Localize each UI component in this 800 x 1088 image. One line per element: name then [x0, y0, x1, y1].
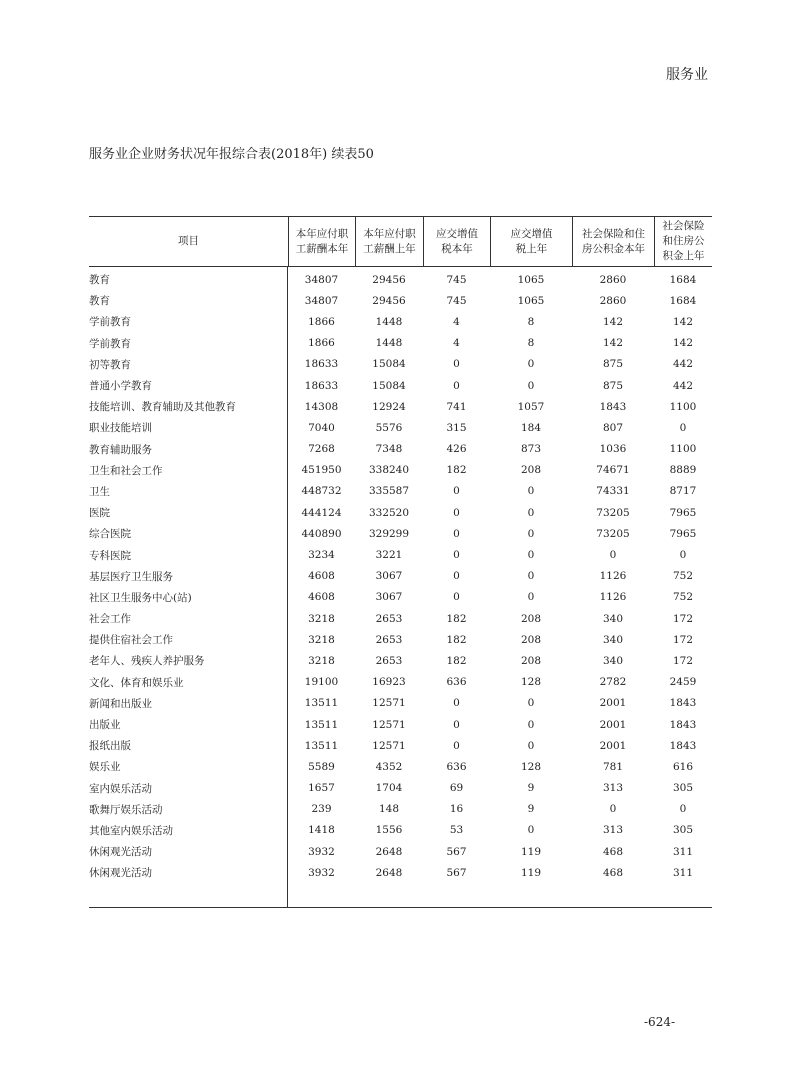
cell-value: 0	[527, 697, 535, 710]
cell-value: 311	[672, 845, 694, 858]
cell-value: 2648	[375, 845, 403, 858]
table-row	[89, 481, 712, 502]
cell-value: 332520	[368, 506, 410, 519]
cell-value: 69	[449, 782, 464, 795]
cell-value: 29456	[372, 273, 406, 286]
row-label: 休闲观光活动	[89, 846, 152, 859]
row-label: 其他室内娱乐活动	[89, 824, 173, 837]
row-label: 技能培训、教育辅助及其他教育	[89, 401, 236, 414]
cell-value: 0	[527, 358, 535, 371]
cell-value: 13511	[304, 718, 339, 731]
table-row	[89, 417, 712, 438]
table-row	[89, 650, 712, 671]
cell-value: 7040	[308, 421, 335, 434]
cell-value: 0	[527, 739, 535, 752]
table-row	[89, 756, 712, 777]
row-label: 休闲观光活动	[89, 867, 152, 880]
cell-value: 16	[449, 803, 464, 816]
table-row	[89, 269, 712, 290]
cell-value: 875	[602, 358, 624, 371]
cell-value: 18633	[304, 379, 339, 392]
cell-value: 1448	[375, 337, 403, 350]
cell-value: 4	[453, 337, 460, 350]
cell-value: 172	[672, 633, 694, 646]
table-row	[89, 566, 712, 587]
cell-value: 1704	[375, 782, 403, 795]
cell-value: 2653	[375, 612, 403, 625]
cell-value: 567	[446, 866, 467, 879]
table-row	[89, 862, 712, 883]
cell-value: 0	[527, 718, 535, 731]
cell-value: 1843	[599, 400, 627, 413]
cell-value: 5589	[308, 760, 335, 773]
table-row	[89, 693, 712, 714]
cell-value: 1843	[669, 697, 697, 710]
cell-value: 5576	[375, 421, 403, 434]
cell-value: 119	[520, 866, 542, 879]
cell-value: 0	[527, 570, 535, 583]
cell-value: 0	[453, 739, 460, 752]
table-row	[89, 714, 712, 735]
table-header	[89, 217, 712, 267]
cell-value: 1448	[375, 315, 403, 328]
cell-value: 18633	[304, 358, 339, 371]
cell-value: 182	[446, 612, 467, 625]
table-row	[89, 502, 712, 523]
cell-value: 1684	[669, 273, 697, 286]
header-item: 项目	[178, 235, 199, 247]
cell-value: 426	[446, 443, 467, 456]
cell-value: 0	[453, 570, 460, 583]
cell-value: 0	[527, 527, 535, 540]
cell-value: 313	[602, 782, 624, 795]
cell-value: 305	[672, 782, 694, 795]
cell-value: 34807	[304, 294, 339, 307]
cell-value: 752	[672, 570, 694, 583]
cell-value: 142	[672, 315, 694, 328]
cell-value: 172	[672, 612, 694, 625]
cell-value: 14308	[304, 400, 339, 413]
table-row	[89, 799, 712, 820]
cell-value: 2860	[599, 294, 627, 307]
cell-value: 13511	[304, 697, 339, 710]
table-row	[89, 629, 712, 650]
row-label: 卫生	[89, 485, 110, 498]
row-label: 室内娱乐活动	[89, 782, 152, 795]
cell-value: 1657	[308, 782, 335, 795]
cell-value: 311	[672, 866, 694, 879]
cell-value: 182	[446, 633, 467, 646]
cell-value: 2782	[599, 676, 627, 689]
cell-value: 13511	[304, 739, 339, 752]
cell-value: 3932	[308, 866, 335, 879]
cell-value: 8	[527, 315, 535, 328]
cell-value: 444124	[301, 506, 342, 519]
cell-value: 3067	[375, 570, 403, 583]
cell-value: 29456	[372, 294, 406, 307]
cell-value: 182	[446, 654, 467, 667]
cell-value: 0	[453, 591, 460, 604]
cell-value: 0	[453, 506, 460, 519]
cell-value: 9	[527, 803, 535, 816]
cell-value: 8889	[669, 464, 697, 477]
row-label: 初等教育	[89, 358, 131, 371]
cell-value: 2001	[599, 718, 627, 731]
cell-value: 0	[453, 549, 460, 562]
cell-value: 741	[446, 400, 467, 413]
row-label: 基层医疗卫生服务	[89, 570, 173, 583]
cell-value: 2653	[375, 654, 403, 667]
cell-value: 0	[679, 803, 687, 816]
cell-value: 19100	[304, 676, 339, 689]
cell-value: 745	[446, 294, 467, 307]
page-number: -624-	[644, 1015, 676, 1029]
cell-value: 1684	[669, 294, 697, 307]
cell-value: 12571	[372, 718, 406, 731]
header-vat-this-year: 应交增值税本年	[423, 217, 490, 266]
row-label: 学前教育	[89, 316, 131, 329]
header-social-this-year: 社会保险和住房公积金本年	[572, 217, 654, 266]
cell-value: 0	[453, 697, 460, 710]
cell-value: 442	[672, 358, 694, 371]
cell-value: 875	[602, 379, 624, 392]
header-salary-this-year: 本年应付职工薪酬本年	[288, 217, 355, 266]
table-row	[89, 439, 712, 460]
cell-value: 15084	[372, 379, 406, 392]
cell-value: 142	[672, 337, 694, 350]
cell-value: 1126	[599, 591, 627, 604]
cell-value: 34807	[304, 273, 339, 286]
cell-value: 16923	[372, 676, 406, 689]
cell-value: 1866	[308, 315, 335, 328]
table-row	[89, 460, 712, 481]
cell-value: 4	[453, 315, 460, 328]
cell-value: 3234	[308, 549, 335, 562]
row-label: 歌舞厅娱乐活动	[89, 803, 163, 816]
cell-value: 0	[679, 549, 687, 562]
row-label: 教育辅助服务	[89, 443, 152, 456]
cell-value: 1100	[669, 443, 697, 456]
row-label: 卫生和社会工作	[89, 464, 163, 477]
cell-value: 74671	[596, 464, 630, 477]
row-label: 报纸出版	[89, 740, 131, 753]
table-row	[89, 354, 712, 375]
cell-value: 2001	[599, 697, 627, 710]
cell-value: 172	[672, 654, 694, 667]
row-label: 出版业	[89, 719, 121, 732]
table-title: 服务业企业财务状况年报综合表(2018年) 续表50	[89, 147, 374, 162]
table-row	[89, 778, 712, 799]
cell-value: 12571	[372, 739, 406, 752]
cell-value: 315	[446, 421, 467, 434]
cell-value: 340	[602, 633, 624, 646]
cell-value: 208	[520, 464, 542, 477]
row-label: 教育	[89, 295, 110, 308]
cell-value: 636	[446, 676, 467, 689]
row-label: 社区卫生服务中心(站)	[89, 591, 192, 604]
cell-value: 616	[672, 760, 694, 773]
table-row	[89, 735, 712, 756]
cell-value: 1100	[669, 400, 697, 413]
cell-value: 3218	[308, 633, 335, 646]
cell-value: 305	[672, 824, 694, 837]
cell-value: 338240	[368, 464, 410, 477]
cell-value: 0	[527, 824, 535, 837]
cell-value: 340	[602, 612, 624, 625]
cell-value: 7268	[308, 443, 335, 456]
cell-value: 0	[527, 549, 535, 562]
cell-value: 1843	[669, 739, 697, 752]
cell-value: 15084	[372, 358, 406, 371]
cell-value: 0	[527, 591, 535, 604]
cell-value: 4608	[308, 570, 335, 583]
cell-value: 1065	[517, 294, 545, 307]
row-label: 普通小学教育	[89, 380, 152, 393]
cell-value: 53	[449, 824, 464, 837]
header-salary-last-year: 本年应付职工薪酬上年	[355, 217, 423, 266]
table-row	[89, 396, 712, 417]
cell-value: 1036	[599, 443, 627, 456]
cell-value: 567	[446, 845, 467, 858]
table-row	[89, 290, 712, 311]
row-label: 综合医院	[89, 528, 131, 541]
cell-value: 1556	[375, 824, 403, 837]
cell-value: 12571	[372, 697, 406, 710]
row-label: 学前教育	[89, 337, 131, 350]
row-label: 专科医院	[89, 549, 131, 562]
cell-value: 2459	[669, 676, 697, 689]
cell-value: 752	[672, 591, 694, 604]
row-label: 教育	[89, 274, 110, 287]
cell-value: 0	[609, 549, 617, 562]
cell-value: 7965	[669, 527, 697, 540]
cell-value: 335587	[368, 485, 410, 498]
cell-value: 0	[679, 421, 687, 434]
header-vat-last-year: 应交增值税上年	[490, 217, 572, 266]
cell-value: 9	[527, 782, 535, 795]
cell-value: 1843	[669, 718, 697, 731]
cell-value: 329299	[368, 527, 410, 540]
cell-value: 12924	[372, 400, 406, 413]
table-row	[89, 523, 712, 544]
cell-value: 0	[453, 527, 460, 540]
cell-value: 3218	[308, 654, 335, 667]
cell-value: 340	[602, 654, 624, 667]
row-label: 医院	[89, 507, 110, 520]
cell-value: 0	[453, 485, 460, 498]
cell-value: 1065	[517, 273, 545, 286]
cell-value: 8	[527, 337, 535, 350]
cell-value: 440890	[301, 527, 342, 540]
cell-value: 8717	[669, 485, 697, 498]
table-row	[89, 544, 712, 565]
table-row	[89, 820, 712, 841]
cell-value: 2653	[375, 633, 403, 646]
cell-value: 0	[527, 485, 535, 498]
row-label: 新闻和出版业	[89, 697, 152, 710]
cell-value: 119	[520, 845, 542, 858]
cell-value: 3221	[375, 549, 403, 562]
cell-value: 128	[520, 760, 542, 773]
table-row	[89, 587, 712, 608]
section-header: 服务业	[666, 67, 708, 83]
cell-value: 2860	[599, 273, 627, 286]
cell-value: 1057	[517, 400, 545, 413]
cell-value: 1866	[308, 337, 335, 350]
row-label: 老年人、残疾人养护服务	[89, 655, 205, 668]
table-row	[89, 333, 712, 354]
cell-value: 781	[602, 760, 624, 773]
cell-value: 4608	[308, 591, 335, 604]
table-row	[89, 311, 712, 332]
cell-value: 184	[520, 421, 542, 434]
cell-value: 807	[602, 421, 624, 434]
cell-value: 3067	[375, 591, 403, 604]
cell-value: 4352	[375, 760, 403, 773]
table-row	[89, 672, 712, 693]
column-divider	[287, 267, 288, 907]
cell-value: 0	[527, 506, 535, 519]
cell-value: 208	[520, 612, 542, 625]
row-label: 社会工作	[89, 613, 131, 626]
row-label: 娱乐业	[89, 761, 121, 774]
cell-value: 2648	[375, 866, 403, 879]
cell-value: 468	[602, 866, 624, 879]
cell-value: 0	[453, 358, 460, 371]
cell-value: 313	[602, 824, 624, 837]
cell-value: 451950	[301, 464, 342, 477]
cell-value: 142	[602, 337, 624, 350]
row-label: 职业技能培训	[89, 422, 152, 435]
row-label: 提供住宿社会工作	[89, 634, 173, 647]
cell-value: 0	[609, 803, 617, 816]
cell-value: 468	[602, 845, 624, 858]
cell-value: 208	[520, 654, 542, 667]
table-row	[89, 375, 712, 396]
cell-value: 73205	[596, 506, 630, 519]
row-label: 文化、体育和娱乐业	[89, 676, 184, 689]
cell-value: 239	[311, 803, 332, 816]
cell-value: 873	[520, 443, 542, 456]
cell-value: 7965	[669, 506, 697, 519]
cell-value: 1418	[308, 824, 335, 837]
cell-value: 0	[527, 379, 535, 392]
table-body	[89, 267, 712, 908]
cell-value: 148	[378, 803, 400, 816]
cell-value: 1126	[599, 570, 627, 583]
cell-value: 0	[453, 718, 460, 731]
cell-value: 3218	[308, 612, 335, 625]
cell-value: 636	[446, 760, 467, 773]
cell-value: 73205	[596, 527, 630, 540]
cell-value: 2001	[599, 739, 627, 752]
header-social-last-year: 社会保险和住房公积金上年	[654, 217, 712, 266]
data-table	[89, 216, 712, 908]
cell-value: 448732	[301, 485, 342, 498]
cell-value: 745	[446, 273, 467, 286]
cell-value: 442	[672, 379, 694, 392]
cell-value: 208	[520, 633, 542, 646]
cell-value: 182	[446, 464, 467, 477]
cell-value: 128	[520, 676, 542, 689]
table-row	[89, 841, 712, 862]
cell-value: 3932	[308, 845, 335, 858]
cell-value: 7348	[375, 443, 403, 456]
cell-value: 74331	[596, 485, 630, 498]
cell-value: 142	[602, 315, 624, 328]
cell-value: 0	[453, 379, 460, 392]
table-row	[89, 608, 712, 629]
